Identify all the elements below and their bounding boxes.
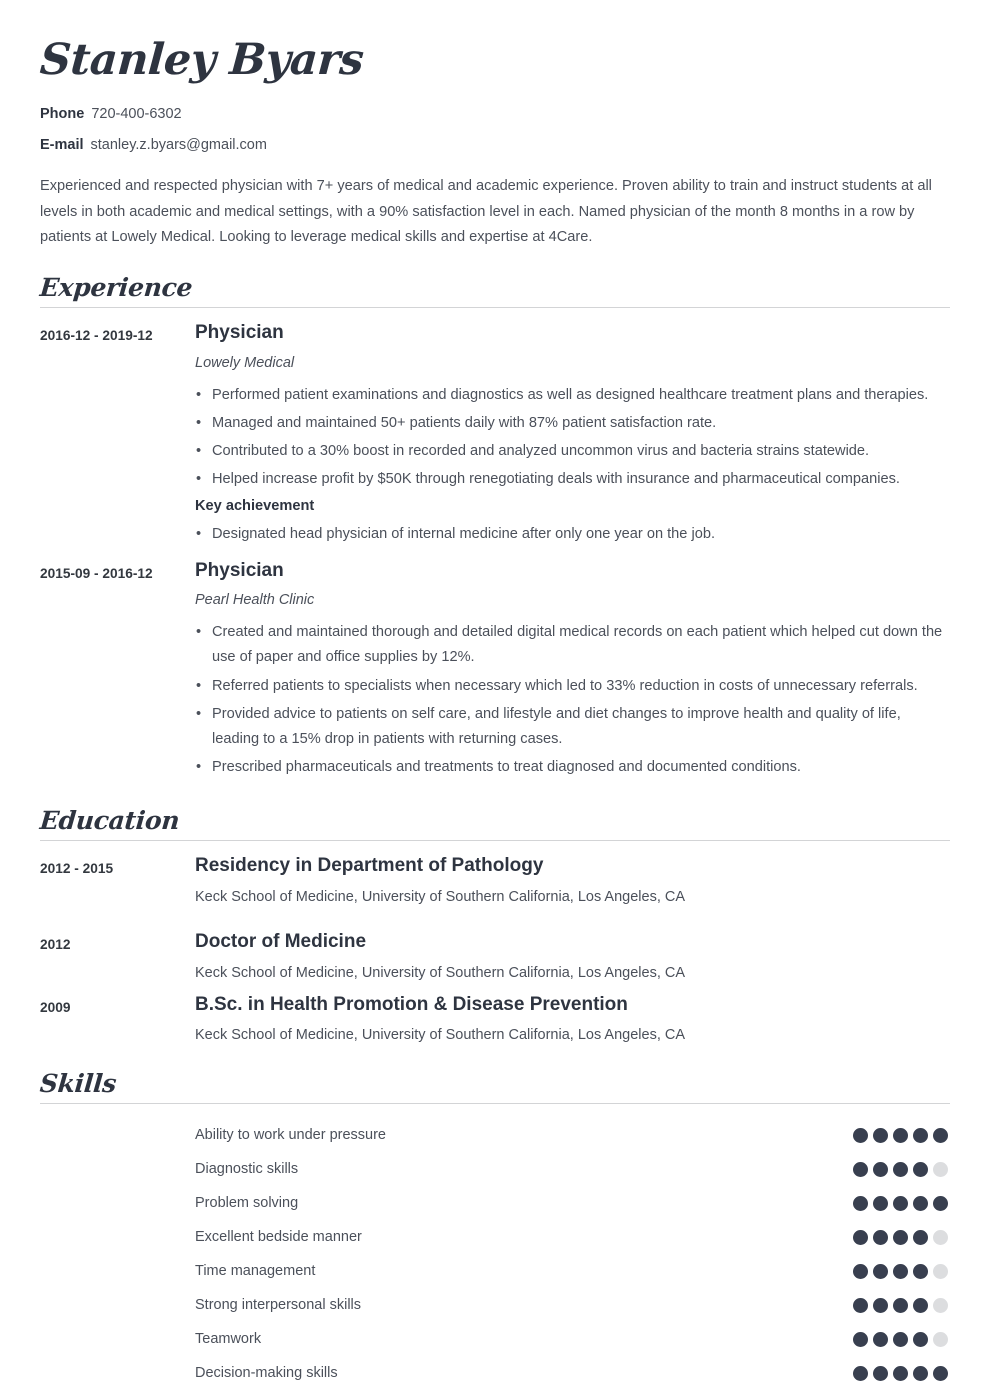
skill-rating — [853, 1196, 950, 1211]
education-school: Keck School of Medicine, University of Southern California, Los Angeles, CA — [195, 889, 686, 906]
rating-dot-filled — [873, 1196, 888, 1211]
experience-bullet: • Prescribed pharmaceuticals and treatments to treat diagnosed and documented conditions. — [195, 755, 950, 780]
rating-dot-empty — [933, 1162, 948, 1177]
rating-dot-filled — [873, 1128, 888, 1143]
contact-value-phone[interactable]: 720-400-6302 — [91, 106, 182, 123]
skill-row — [40, 1186, 950, 1220]
rating-dot-filled — [873, 1332, 888, 1347]
experience-bullet: • Managed and maintained 50+ patients daily with 87% patient satisfaction rate. — [195, 411, 950, 436]
education-degree: Doctor of Medicine — [195, 931, 367, 953]
contact-row-phone — [40, 107, 950, 122]
rating-dot-filled — [853, 1264, 868, 1279]
rating-dot-empty — [933, 1264, 948, 1279]
skill-rating — [853, 1298, 950, 1313]
experience-date: 2015-09 - 2016-12 — [40, 565, 153, 581]
skill-name: Time management — [195, 1262, 316, 1279]
experience-entry — [40, 322, 950, 549]
education-degree: Residency in Department of Pathology — [195, 855, 544, 877]
rating-dot-filled — [913, 1230, 928, 1245]
skill-name: Ability to work under pressure — [195, 1126, 386, 1143]
experience-details — [195, 322, 950, 549]
skill-rating — [853, 1264, 950, 1279]
rating-dot-filled — [873, 1366, 888, 1381]
experience-bullet-list — [195, 383, 950, 492]
rating-dot-filled — [893, 1162, 908, 1177]
education-entry — [40, 994, 950, 1046]
section-title-education: Education — [38, 805, 181, 835]
skill-rating — [853, 1332, 950, 1347]
rating-dot-filled — [873, 1298, 888, 1313]
rating-dot-filled — [853, 1128, 868, 1143]
skill-row — [40, 1288, 950, 1322]
education-date: 2012 — [40, 937, 71, 953]
experience-job-title: Physician — [195, 559, 284, 581]
candidate-name: Stanley Byars — [38, 35, 366, 85]
skill-rating — [853, 1366, 950, 1381]
skill-name: Diagnostic skills — [195, 1160, 299, 1177]
rating-dot-filled — [873, 1162, 888, 1177]
rating-dot-filled — [893, 1264, 908, 1279]
rating-dot-filled — [933, 1366, 948, 1381]
experience-company: Pearl Health Clinic — [195, 592, 315, 609]
experience-details — [195, 560, 950, 783]
experience-section — [40, 274, 950, 783]
skill-rating — [853, 1162, 950, 1177]
experience-bullet: • Created and maintained thorough and detailed digital medical records on each patient which helped cut down the use of paper and office supplies by 12%. — [195, 620, 950, 670]
skills-section — [40, 1070, 950, 1391]
section-divider-experience — [40, 307, 950, 308]
experience-bullet: • Helped increase profit by $50K through renegotiating deals with insurance and pharmaceutical companies. — [195, 467, 950, 492]
key-achievement-list — [195, 522, 950, 547]
experience-bullet: • Contributed to a 30% boost in recorded and analyzed uncommon virus and bacteria strains statewide. — [195, 439, 950, 464]
education-details — [195, 855, 950, 907]
professional-summary: Experienced and respected physician with 7+ years of medical and academic experience. Proven ability to train and instruct students at all levels in both academic and medical settings, with a 90% satisfaction level in each. Named physician of the month 8 months in a row by patients at Lowely Medical. Looking to leverage medical skills and expertise at 4Care. — [40, 178, 932, 245]
rating-dot-filled — [933, 1196, 948, 1211]
rating-dot-filled — [873, 1264, 888, 1279]
rating-dot-filled — [893, 1128, 908, 1143]
experience-bullet: • Provided advice to patients on self care, and lifestyle and diet changes to improve health and quality of life, leading to a 15% drop in patients with returning cases. — [195, 702, 950, 752]
skill-row — [40, 1220, 950, 1254]
rating-dot-filled — [873, 1230, 888, 1245]
education-school: Keck School of Medicine, University of Southern California, Los Angeles, CA — [195, 1027, 686, 1044]
skill-name: Strong interpersonal skills — [195, 1296, 362, 1313]
experience-entry — [40, 560, 950, 783]
experience-company: Lowely Medical — [195, 355, 295, 372]
experience-bullet-list — [195, 620, 950, 780]
experience-date: 2016-12 - 2019-12 — [40, 328, 153, 344]
contact-label-email: E-mail — [40, 136, 84, 153]
rating-dot-filled — [893, 1196, 908, 1211]
contact-label-phone: Phone — [40, 106, 85, 123]
rating-dot-empty — [933, 1332, 948, 1347]
rating-dot-filled — [913, 1196, 928, 1211]
education-entry — [40, 931, 950, 983]
skills-list — [40, 1118, 950, 1390]
section-divider-skills — [40, 1103, 950, 1104]
skill-rating — [853, 1230, 950, 1245]
rating-dot-filled — [853, 1162, 868, 1177]
rating-dot-filled — [913, 1162, 928, 1177]
rating-dot-empty — [933, 1230, 948, 1245]
resume-header — [40, 36, 950, 250]
contact-value-email[interactable]: stanley.z.byars@gmail.com — [90, 136, 267, 153]
rating-dot-filled — [853, 1196, 868, 1211]
education-school: Keck School of Medicine, University of Southern California, Los Angeles, CA — [195, 965, 686, 982]
education-entry — [40, 855, 950, 907]
rating-dot-filled — [913, 1264, 928, 1279]
section-title-experience: Experience — [38, 272, 194, 302]
education-details — [195, 994, 950, 1046]
skill-name: Problem solving — [195, 1194, 299, 1211]
rating-dot-filled — [893, 1332, 908, 1347]
section-divider-education — [40, 840, 950, 841]
rating-dot-filled — [913, 1332, 928, 1347]
key-achievement-label: Key achievement — [195, 498, 315, 515]
rating-dot-filled — [893, 1366, 908, 1381]
skill-name: Teamwork — [195, 1330, 262, 1347]
rating-dot-filled — [853, 1332, 868, 1347]
experience-job-title: Physician — [195, 322, 284, 344]
section-title-skills: Skills — [38, 1068, 118, 1098]
experience-bullet: • Performed patient examinations and diagnostics as well as designed healthcare treatment plans and therapies. — [195, 383, 950, 408]
key-achievement-bullet: • Designated head physician of internal medicine after only one year on the job. — [195, 522, 950, 547]
rating-dot-filled — [853, 1230, 868, 1245]
skill-name: Excellent bedside manner — [195, 1228, 362, 1245]
education-section — [40, 807, 950, 1046]
skill-row — [40, 1322, 950, 1356]
rating-dot-filled — [913, 1128, 928, 1143]
rating-dot-filled — [853, 1298, 868, 1313]
rating-dot-filled — [893, 1230, 908, 1245]
experience-bullet: • Referred patients to specialists when necessary which led to 33% reduction in costs of unnecessary referrals. — [195, 674, 950, 699]
skill-row — [40, 1118, 950, 1152]
skill-row — [40, 1152, 950, 1186]
skill-row — [40, 1356, 950, 1390]
rating-dot-filled — [913, 1298, 928, 1313]
education-date: 2012 - 2015 — [40, 861, 114, 877]
education-details — [195, 931, 950, 983]
rating-dot-filled — [893, 1298, 908, 1313]
rating-dot-filled — [913, 1366, 928, 1381]
skill-rating — [853, 1128, 950, 1143]
rating-dot-empty — [933, 1298, 948, 1313]
contact-row-email — [40, 138, 950, 153]
skill-name: Decision-making skills — [195, 1364, 338, 1381]
rating-dot-filled — [853, 1366, 868, 1381]
rating-dot-filled — [933, 1128, 948, 1143]
education-degree: B.Sc. in Health Promotion & Disease Prevention — [195, 993, 628, 1015]
skill-row — [40, 1254, 950, 1288]
education-date: 2009 — [40, 999, 71, 1015]
